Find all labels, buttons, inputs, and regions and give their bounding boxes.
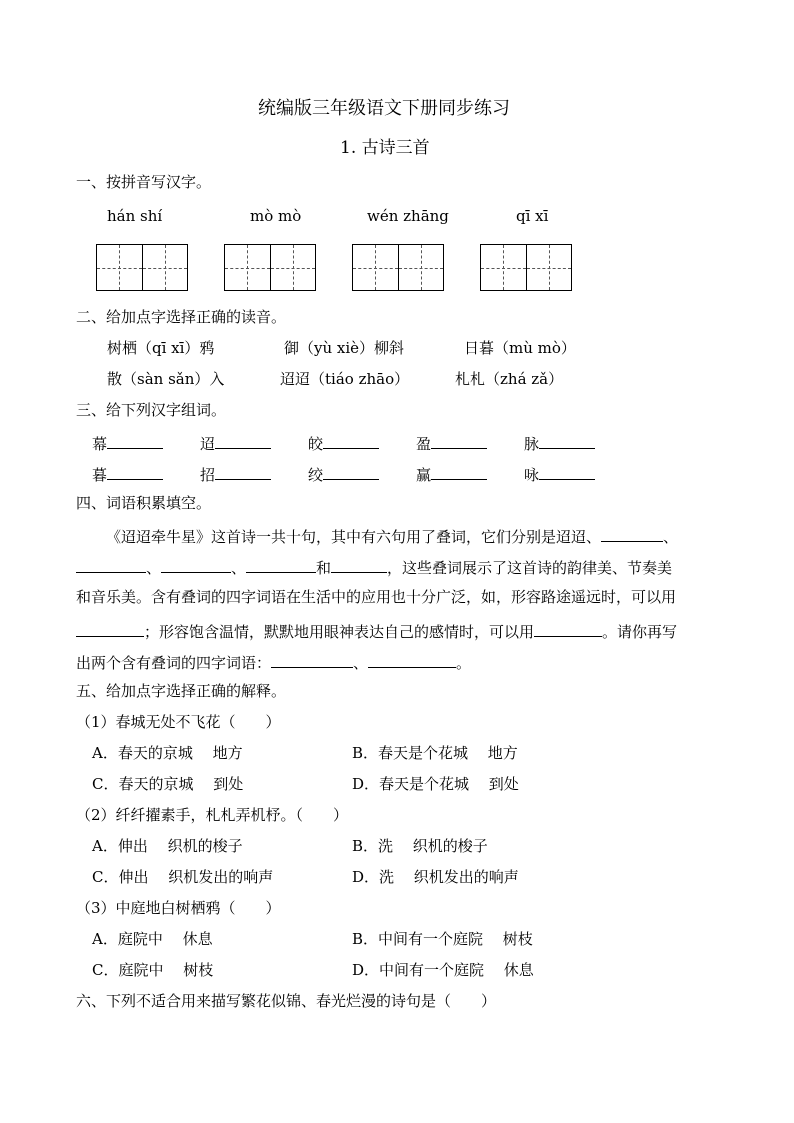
- answer-blank[interactable]: [76, 558, 146, 573]
- reading-item-3: 日暮（mù mò）: [464, 339, 576, 357]
- question-3-option-a[interactable]: A．庭院中 休息: [92, 930, 213, 948]
- word-item: [524, 465, 595, 483]
- answer-blank[interactable]: [331, 558, 387, 573]
- answer-blank[interactable]: [215, 434, 271, 449]
- reading-item-6: 札札（zhá zǎ）: [455, 370, 564, 388]
- passage-text: 和音乐美。含有叠词的四字词语在生活中的应用也十分广泛，如，形容路途遥远时，可以用: [76, 588, 677, 606]
- question-2-option-b[interactable]: B．洗 织机的梭子: [352, 837, 488, 855]
- answer-blank[interactable]: [76, 622, 144, 637]
- answer-blank[interactable]: [431, 465, 487, 480]
- question-2-option-c[interactable]: C．伸出 织机发出的响声: [92, 868, 274, 886]
- passage-text: 《迢迢牵牛星》这首诗一共十句，其中有六句用了叠词，它们分别是迢迢、: [106, 528, 602, 546]
- word-char: 迢: [200, 435, 216, 453]
- pinyin-3: wén zhāng: [367, 207, 449, 225]
- word-item: [416, 465, 487, 483]
- question-1-stem: （1）春城无处不飞花（ ）: [76, 713, 281, 731]
- word-item: [416, 434, 487, 452]
- fill-line-1: [106, 527, 678, 545]
- word-char: 皎: [308, 435, 324, 453]
- fill-line-3: [76, 590, 676, 605]
- answer-blank[interactable]: [161, 558, 231, 573]
- fill-line-5: [76, 653, 471, 671]
- answer-blank[interactable]: [246, 558, 316, 573]
- grid-cell[interactable]: [142, 245, 188, 290]
- word-item: [200, 465, 271, 483]
- grid-cell[interactable]: [225, 245, 270, 290]
- section-5-heading: 五、给加点字选择正确的解释。: [76, 682, 287, 700]
- answer-blank[interactable]: [534, 622, 602, 637]
- word-item: [308, 434, 379, 452]
- grid-cell[interactable]: [97, 245, 142, 290]
- question-3-option-c[interactable]: C．庭院中 树枝: [92, 961, 214, 979]
- grid-cell[interactable]: [353, 245, 398, 290]
- answer-blank[interactable]: [431, 434, 487, 449]
- grid-cell[interactable]: [526, 245, 572, 290]
- section-3-heading: 三、给下列汉字组词。: [76, 401, 227, 419]
- writing-grid-4[interactable]: [480, 244, 572, 291]
- word-item: [92, 465, 163, 483]
- question-3-option-d[interactable]: D．中间有一个庭院 休息: [352, 961, 534, 979]
- answer-blank[interactable]: [215, 465, 271, 480]
- word-char: 脉: [524, 435, 540, 453]
- separator: 、: [663, 528, 679, 546]
- question-3-option-b[interactable]: B．中间有一个庭院 树枝: [352, 930, 533, 948]
- passage-text: 出两个含有叠词的四字词语：: [76, 654, 272, 672]
- answer-blank[interactable]: [107, 434, 163, 449]
- question-1-option-c[interactable]: C．春天的京城 到处: [92, 775, 244, 793]
- pinyin-2: mò mò: [250, 207, 302, 225]
- writing-grid-2[interactable]: [224, 244, 316, 291]
- pinyin-1: hán shí: [107, 207, 163, 225]
- word-char: 盈: [416, 435, 432, 453]
- grid-cell[interactable]: [270, 245, 316, 290]
- question-1-option-a[interactable]: A．春天的京城 地方: [92, 744, 243, 762]
- answer-blank[interactable]: [107, 465, 163, 480]
- section-6-heading: 六、下列不适合用来描写繁花似锦、春光烂漫的诗句是（ ）: [76, 992, 497, 1010]
- answer-blank[interactable]: [271, 653, 353, 668]
- period: 。: [456, 654, 472, 672]
- reading-item-4: 散（sàn sǎn）入: [107, 370, 225, 388]
- word-char: 幕: [92, 435, 108, 453]
- answer-blank[interactable]: [368, 653, 456, 668]
- passage-text: ；形容饱含温情，默默地用眼神表达自己的感情时，可以用: [144, 623, 535, 641]
- question-1-option-b[interactable]: B．春天是个花城 地方: [352, 744, 518, 762]
- conjunction: 和: [316, 559, 332, 577]
- question-2-option-a[interactable]: A．伸出 织机的梭子: [92, 837, 243, 855]
- word-item: [92, 434, 163, 452]
- lesson-title: 1. 古诗三首: [340, 138, 430, 158]
- answer-blank[interactable]: [539, 465, 595, 480]
- writing-grid-3[interactable]: [352, 244, 444, 291]
- section-4-heading: 四、词语积累填空。: [76, 494, 212, 512]
- writing-grid-1[interactable]: [96, 244, 188, 291]
- word-char: 绞: [308, 466, 324, 484]
- grid-cell[interactable]: [481, 245, 526, 290]
- question-2-option-d[interactable]: D．洗 织机发出的响声: [352, 868, 519, 886]
- word-char: 赢: [416, 466, 432, 484]
- word-char: 暮: [92, 466, 108, 484]
- fill-line-4: [76, 622, 677, 640]
- separator: 、: [231, 559, 247, 577]
- word-item: [524, 434, 595, 452]
- answer-blank[interactable]: [323, 434, 379, 449]
- answer-blank[interactable]: [601, 527, 663, 542]
- reading-item-2: 御（yù xiè）柳斜: [284, 339, 405, 357]
- section-2-heading: 二、给加点字选择正确的读音。: [76, 308, 287, 326]
- word-item: [308, 465, 379, 483]
- answer-blank[interactable]: [539, 434, 595, 449]
- question-2-stem: （2）纤纤擢素手，札札弄机杼。（ ）: [76, 806, 349, 824]
- answer-blank[interactable]: [323, 465, 379, 480]
- passage-text: ，这些叠词展示了这首诗的韵律美、节奏美: [387, 559, 673, 577]
- fill-line-2: [76, 558, 672, 576]
- question-1-option-d[interactable]: D．春天是个花城 到处: [352, 775, 519, 793]
- worksheet-title: 统编版三年级语文下册同步练习: [258, 98, 510, 119]
- passage-text: 。请你再写: [602, 623, 678, 641]
- pinyin-4: qī xī: [516, 207, 549, 225]
- reading-item-1: 树栖（qī xī）鸦: [107, 339, 215, 357]
- question-3-stem: （3）中庭地白树栖鸦（ ）: [76, 899, 281, 917]
- word-char: 招: [200, 466, 216, 484]
- reading-item-5: 迢迢（tiáo zhāo）: [280, 370, 410, 388]
- section-1-heading: 一、按拼音写汉字。: [76, 173, 212, 191]
- word-char: 咏: [524, 466, 540, 484]
- word-item: [200, 434, 271, 452]
- separator: 、: [353, 654, 369, 672]
- separator: 、: [146, 559, 162, 577]
- grid-cell[interactable]: [398, 245, 444, 290]
